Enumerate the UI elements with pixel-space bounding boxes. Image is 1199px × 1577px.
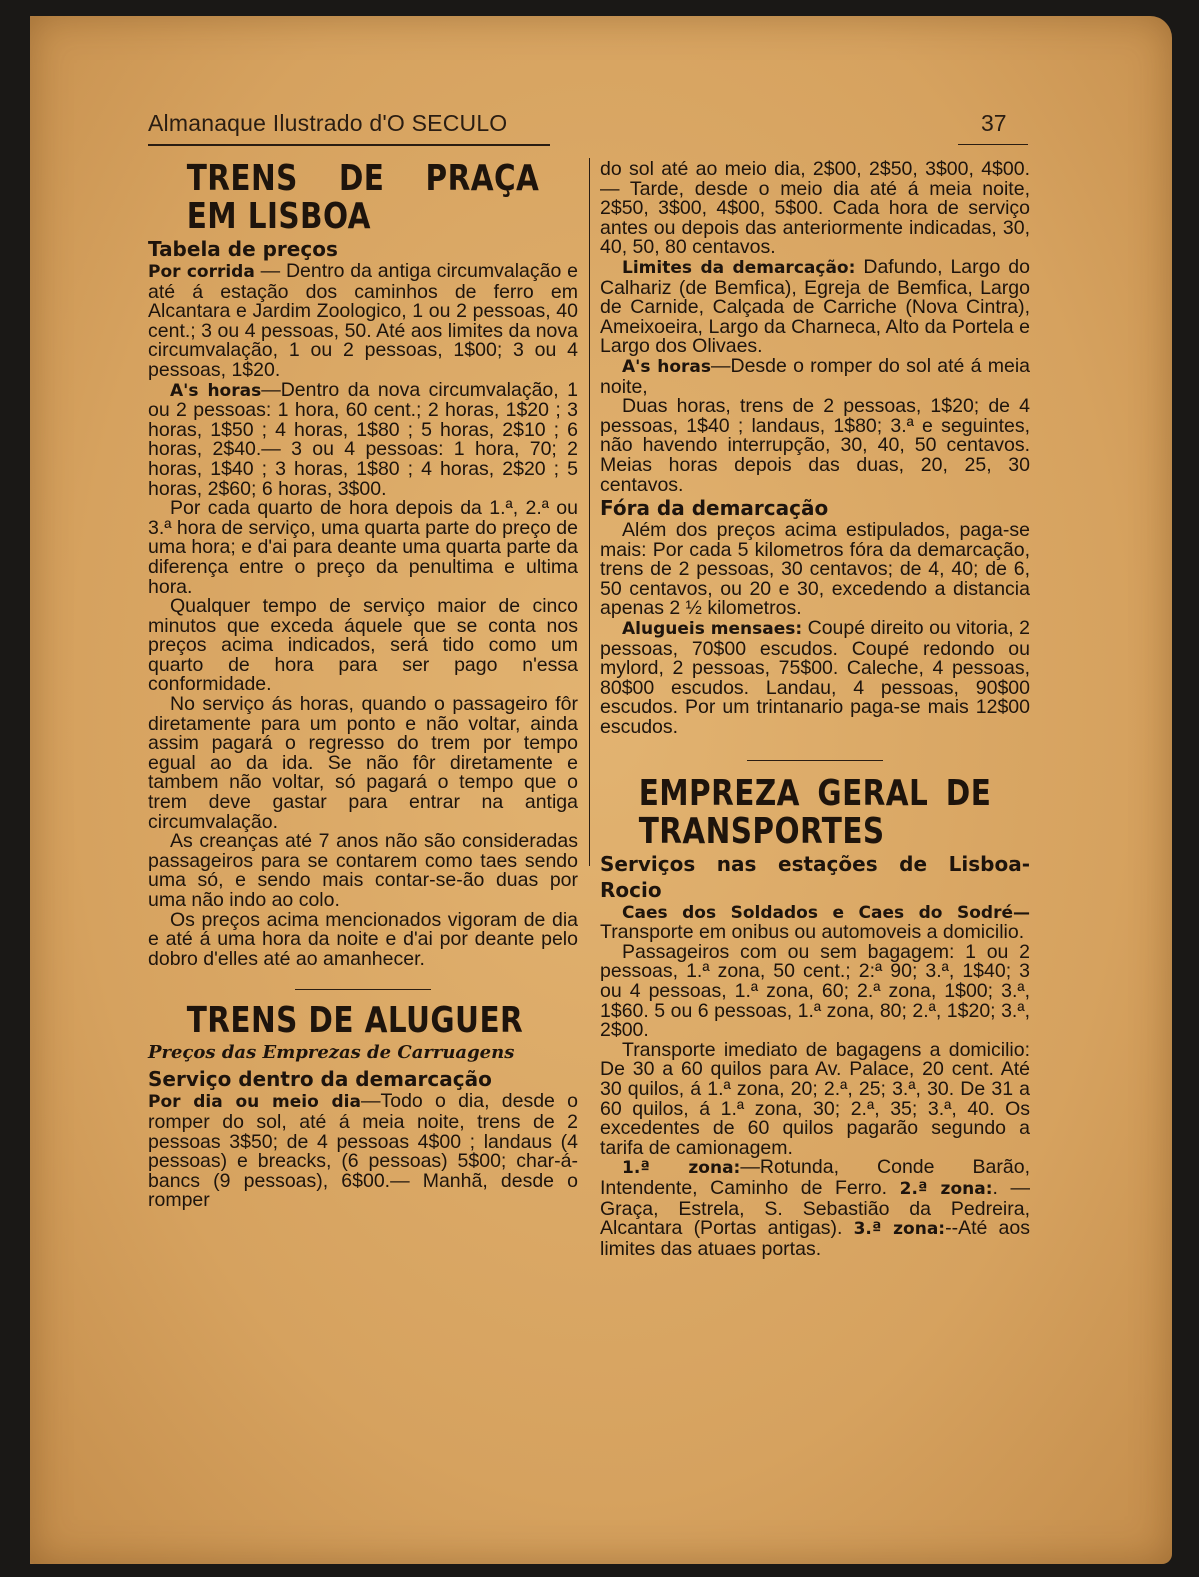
paragraph-por-corrida (148, 262, 578, 381)
lead-por-dia: Por dia ou meio dia (148, 1092, 361, 1113)
section-subtitle-demarcacao: Serviço dentro da demarcação (148, 1067, 492, 1092)
lead-as-horas-right: A's horas (622, 356, 711, 377)
section-subtitle-fora: Fóra da demarcação (600, 496, 829, 521)
lead-as-horas: A's horas (170, 380, 262, 401)
paragraph-alugueis (600, 619, 1030, 738)
paragraph-as-horas-right (600, 354, 1030, 398)
paragraph-tempo-servico: Qualquer tempo de serviço maior de cinco minutos que exceda áquele que se conta nos preços acima indicados, será tido como um quarto de hora para ser pago n'essa conformidade. (148, 595, 578, 696)
paragraph-zonas (600, 1158, 1030, 1259)
lead-limites: Limites da demarcação: (622, 257, 856, 278)
paragraph-passageiros: Passageiros com ou sem bagagem: 1 ou 2 pessoas, 1.ª zona, 50 cent.; 2:ª 90; 3.ª, 1$40; 3 ou 4 pessoas, 1.ª zona, 60; 2.ª zona, 1$00; 3.ª, 1$60. 5 ou 6 pessoas, 1.ª zona, 80; 2.ª, 1$20; 3.ª, 2$00. (600, 940, 1030, 1042)
paragraph-servico-horas: No serviço ás horas, quando o passageiro fôr diretamente para um ponto e não voltar, ainda assim pagará o regresso do trem por tempo egual ao da ida. Se não fôr diretamente e tambem não voltar, só pagará o tempo que o trem deve gastar para entrar na antiga circumvalação. (148, 693, 578, 833)
lead-alugueis: Alugueis mensaes: (622, 619, 803, 640)
text-por-dia: —Todo o dia, desde o romper do sol, até á meia noite, trens de 2 pessoas 3$50; de 4 pessoas 4$00 ; landaus (4 pessoas) e breacks, (6 pessoas) 5$00; char-á-bancs (9 pessoas), 6$00.— Manhã, desde o romper (148, 1090, 578, 1212)
paragraph-por-dia (148, 1092, 578, 1211)
lead-por-corrida: Por corrida (148, 262, 255, 282)
paragraph-continuation: do sol até ao meio dia, 2$00, 2$50, 3$00, 4$00. — Tarde, desde o meio dia até á meia noite, 2$50, 3$00, 4$00, 5$00. Cada hora de serviço antes ou depois das anteriormente indicadas, 30, 40, 50, 80 centavos. (600, 158, 1030, 259)
paragraph-caes (600, 903, 1030, 943)
text-as-horas: —Dentro da nova circumvalação, 1 ou 2 pessoas: 1 hora, 60 cent.; 2 horas, 1$20 ; 3 horas, 1$50 ; 4 horas, 1$80 ; 5 horas, 2$10 ; 6 horas, 2$40.— 3 ou 4 pessoas: 1 hora, 70; 2 horas, 1$40 ; 3 horas, 1$80 ; 4 horas, 2$20 ; 5 horas, 2$60; 6 horas, 3$00. (148, 378, 578, 500)
text-zona-2: . —Graça, Estrela, S. Sebastião da Pedreira, Alcantara (Portas antigas). (600, 1176, 1030, 1240)
left-column (148, 160, 578, 1211)
paragraph-alem-precos: Além dos preços acima estipulados, paga-se mais: Por cada 5 kilometros fóra da demarcação, trens de 2 pessoas, 30 centavos; de 4, 40; de 6, 50 centavos, ou 20 e 30, excedendo a distancia apenas 2 ½ kilometros. (600, 519, 1030, 620)
paragraph-duas-horas: Duas horas, trens de 2 pessoas, 1$20; de 4 pessoas, 1$40 ; landaus, 1$80; 3.ª e seguintes, não havendo interrupção, 30, 40, 50 centavos. Meias horas depois das duas, 20, 25, 30 centavos. (600, 395, 1030, 496)
section-subtitle-servicos: Serviços nas estações de Lisboa-Rocio (600, 851, 1030, 902)
text-limites: Dafundo, Largo do Calhariz (de Bemfica), Egreja de Bemfica, Largo de Carnide, Calçada de Carriche (Nova Cintra), Ameixoeira, Largo da Charneca, Alto da Portela e Largo dos Olivaes. (600, 255, 1030, 358)
section-subtitle-tabela: Tabela de preços (148, 237, 338, 261)
right-column (600, 160, 1030, 1259)
paragraph-bagagens: Transporte imediato de bagagens a domicilio: De 30 a 60 quilos para Av. Palace, 20 cent. Até 30 quilos, á 1.ª zona, 20; 2.ª, 25; 3.ª, 30. De 31 a 60 quilos, á 1.ª zona, 30; 2.ª, 35; 3.ª, 40. Os excedentes de 60 quilos pagarão segundo a tarifa de camionagem. (600, 1038, 1030, 1159)
paragraph-quarto-hora: Por cada quarto de hora depois da 1.ª, 2.ª ou 3.ª hora de serviço, uma quarta parte do preço de uma hora; e d'ai para deante uma quarta parte da diferença entre o preço da penultima e ultima hora. (148, 497, 578, 598)
text-alugueis: Coupé direito ou vitoria, 2 pessoas, 70$00 escudos. Coupé redondo ou mylord, 2 pessoas, 75$00. Caleche, 4 pessoas, 80$00 escudos. Landau, 4 pessoas, 90$00 escudos. Por um trintanario paga-se mais 12$00 escudos. (600, 617, 1030, 739)
paragraph-limites (600, 255, 1030, 358)
text-caes: Transporte em onibus ou automoveis a domicilio. (600, 921, 1025, 944)
header-rule-right (958, 144, 1028, 145)
paragraph-as-horas (148, 378, 578, 500)
paragraph-precos-vigoram: Os preços acima mencionados vigoram de dia e até á uma hora da noite e d'ai por deante pelo dobro d'elles até ao amanhecer. (148, 908, 578, 970)
lead-caes: Caes dos Soldados e Caes do Sodré— (622, 902, 1030, 923)
page-number: 37 (981, 110, 1007, 136)
lead-zona-2: 2.ª zona: (899, 1178, 993, 1199)
text-zona-3: --Até aos limites das atuaes portas. (600, 1217, 1030, 1260)
column-divider (589, 158, 590, 866)
section-italic-subtitle: Preços das Emprezas de Carruagens (148, 1042, 515, 1064)
section-title-trens-de-praca: TRENS DE PRAÇA EM LISBOA (186, 158, 540, 237)
text-as-horas-right: —Desde o romper do sol até á meia noite, (600, 354, 1030, 398)
text-zona-1: —Rotunda, Conde Barão, Intendente, Caminho de Ferro. (600, 1156, 1030, 1199)
header-rule (148, 144, 550, 146)
lead-zona-3: 3.ª zona: (853, 1219, 946, 1240)
lead-zona-1: 1.ª zona: (622, 1158, 741, 1179)
paragraph-creancas: As creanças até 7 anos não são consideradas passageiros para se contarem como taes sendo uma só, e sendo mais contar-se-ão duas por uma não indo ao colo. (148, 830, 578, 911)
text-por-corrida: — Dentro da antiga circumvalação e até á estação dos caminhos de ferro em Alcantara e Jardim Zoologico, 1 ou 2 pessoas, 40 cent.; 3 ou 4 pessoas, 50. Até aos limites da nova circumvalação, 1 ou 2 pessoas, 1$00; 3 ou 4 pessoas, 1$20. (148, 260, 578, 381)
running-header-title: Almanaque Ilustrado d'O SECULO (148, 110, 508, 136)
section-title-trens-de-aluguer: TRENS DE ALUGUER (186, 1000, 524, 1042)
section-title-empreza: EMPREZA GERAL DE TRANSPORTES (638, 772, 992, 852)
